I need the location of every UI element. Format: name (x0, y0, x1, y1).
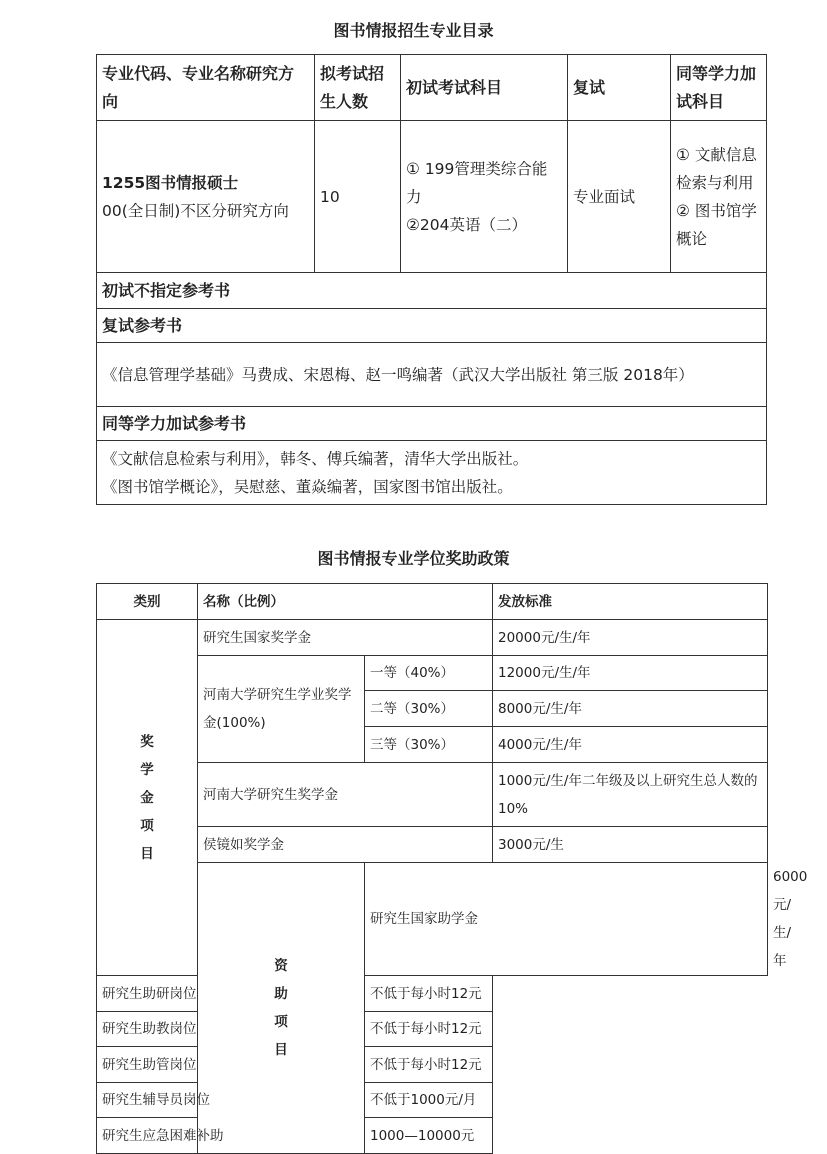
quota-value: 10 (315, 121, 401, 273)
label-char: 奖 (140, 733, 154, 750)
label-char: 金 (140, 789, 154, 806)
major-direction: 00(全日制)不区分研究方向 (102, 201, 289, 220)
catalog-title: 图书情报招生专业目录 (333, 21, 494, 40)
ref-retest-text: 《信息管理学基础》马费成、宋恩梅、赵一鸣编著（武汉大学出版社 第三版 2018年） (97, 343, 767, 407)
item-standard: 3000元/生 (493, 827, 768, 863)
extra-subject-2: ② 图书馆学概论 (676, 201, 757, 248)
label-char: 目 (274, 1042, 288, 1058)
item-standard: 1000元/生/年二年级及以上研究生总人数的10% (493, 763, 768, 827)
label-char: 项 (274, 1014, 288, 1030)
item-name: 研究生助管岗位 (97, 1047, 365, 1083)
label-char: 目 (140, 845, 154, 862)
policy-title: 图书情报专业学位奖助政策 (317, 549, 510, 568)
item-standard: 不低于1000元/月 (365, 1083, 493, 1118)
header-retest: 复试 (568, 55, 671, 121)
item-name: 研究生辅导员岗位 (97, 1083, 365, 1118)
ref-extra-line-1: 《文献信息检索与利用》，韩冬、傅兵编著，清华大学出版社。 (102, 449, 529, 468)
subject-2: ②204英语（二） (406, 215, 527, 234)
header-major: 专业代码、专业名称研究方向 (97, 55, 315, 121)
header-standard: 发放标准 (493, 584, 768, 620)
label-char: 项 (140, 817, 154, 834)
header-extra-subjects: 同等学力加试科目 (671, 55, 767, 121)
item-name: 河南大学研究生学业奖学金(100%) (198, 656, 365, 763)
item-standard: 20000元/生/年 (493, 620, 768, 656)
grade-label: 二等（30%） (365, 691, 493, 727)
item-standard: 12000元/生/年 (493, 656, 768, 691)
ref-retest-title: 复试参考书 (97, 309, 767, 343)
item-name: 河南大学研究生奖学金 (198, 763, 493, 827)
item-standard: 不低于每小时12元 (365, 1012, 493, 1047)
item-name: 研究生国家奖学金 (198, 620, 493, 656)
subject-1: ① 199管理类综合能力 (406, 159, 548, 206)
label-char: 资 (274, 958, 288, 974)
extra-subjects-cell (671, 121, 767, 273)
ref-extra-cell (97, 441, 767, 505)
item-name: 研究生助教岗位 (97, 1012, 365, 1047)
initial-subjects-cell (401, 121, 568, 273)
header-name: 名称（比例） (198, 584, 493, 620)
retest-value: 专业面试 (568, 121, 671, 273)
ref-extra-line-2: 《图书馆学概论》，吴慰慈、董焱编著，国家图书馆出版社。 (102, 477, 513, 496)
admission-catalog-table (96, 54, 767, 505)
major-cell (97, 121, 315, 273)
extra-subject-1: ① 文献信息检索与利用 (676, 145, 757, 192)
item-name: 研究生国家助学金 (365, 863, 768, 976)
item-standard: 不低于每小时12元 (365, 1047, 493, 1083)
item-standard: 8000元/生/年 (493, 691, 768, 727)
grade-label: 一等（40%） (365, 656, 493, 691)
ref-initial-title: 初试不指定参考书 (97, 273, 767, 309)
header-initial-subjects: 初试考试科目 (401, 55, 568, 121)
item-standard: 4000元/生/年 (493, 727, 768, 763)
header-quota: 拟考试招生人数 (315, 55, 401, 121)
item-standard: 不低于每小时12元 (365, 976, 493, 1012)
aid-policy-table: 类别 名称（比例） 发放标准 奖 学 金 项 目 研究生国家奖学金 20000元/生/年 河南大学研究生学业奖学金(100%) 一等（40%） 12000元/生/年 二等（30%） 8000元/生/年 三等（30%） 4000元/生/年 河南大学研究生奖学金 1000元/生/年二年级及以上研究生总人数的10% 侯镜如奖学金 3000元/生 资 助 项 目 研究生国家助学金 6000元/生/年 研究生助研岗位 不低于每小时12元 研究生助教岗位 不低于每小时12元 研究生助管岗位 不低于每小时12元 研究生辅导员岗位 不低于1000元/月 研究生应急困难补助 1000—10000元 (96, 583, 768, 1154)
item-name: 研究生应急困难补助 (97, 1118, 365, 1154)
scholarship-category-label (97, 620, 198, 976)
grade-label: 三等（30%） (365, 727, 493, 763)
item-name: 侯镜如奖学金 (198, 827, 493, 863)
item-standard: 1000—10000元 (365, 1118, 493, 1154)
label-char: 助 (274, 986, 288, 1002)
ref-extra-title: 同等学力加试参考书 (97, 407, 767, 441)
major-name: 1255图书情报硕士 (102, 173, 239, 192)
header-category: 类别 (97, 584, 198, 620)
label-char: 学 (140, 761, 154, 778)
item-name: 研究生助研岗位 (97, 976, 365, 1012)
